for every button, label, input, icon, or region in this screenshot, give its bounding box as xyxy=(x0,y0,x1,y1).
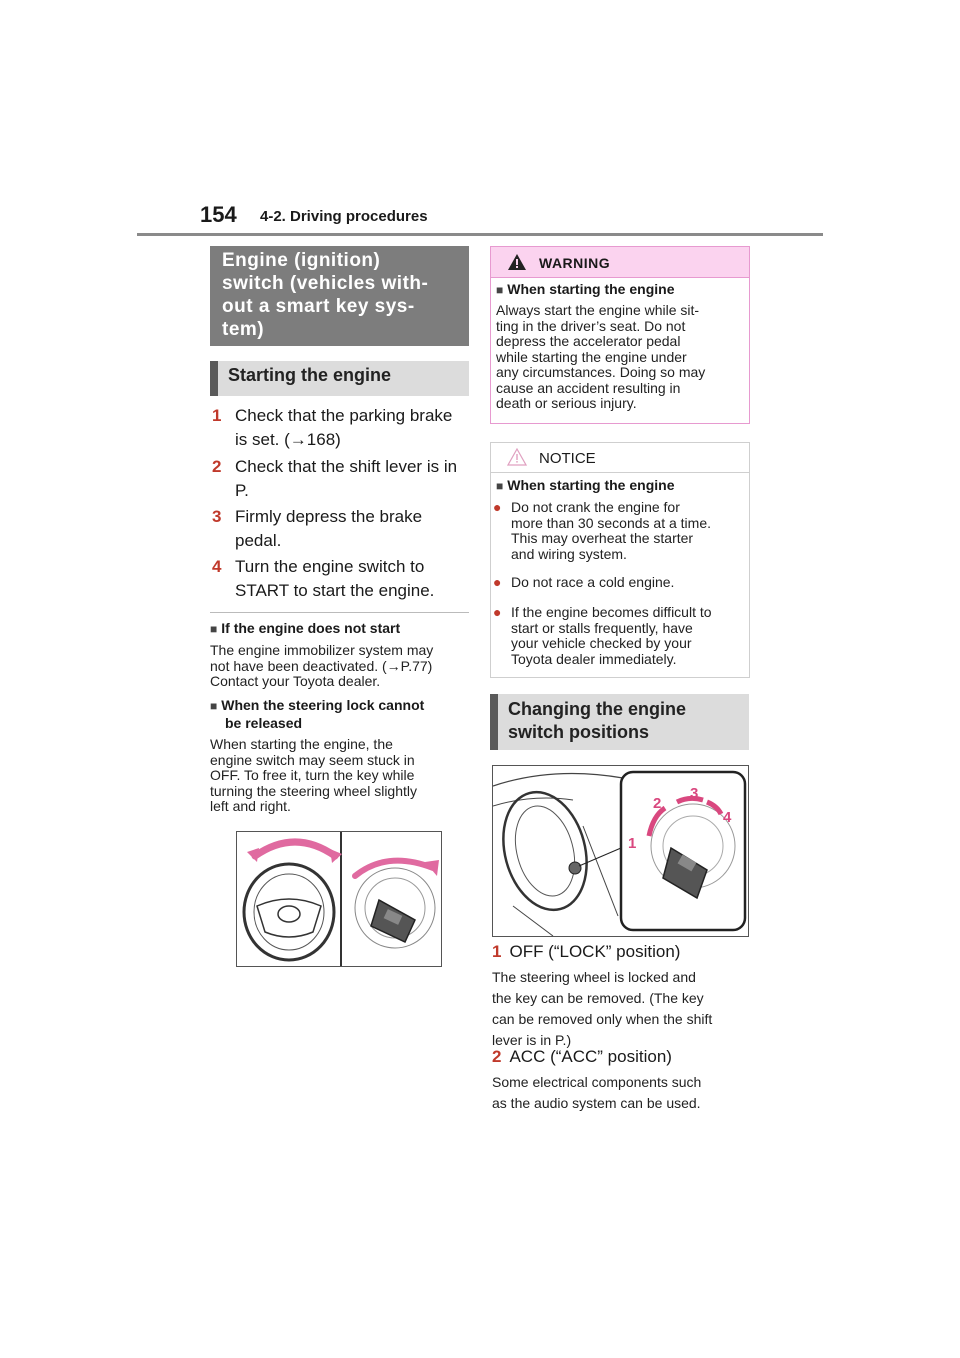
step-1 xyxy=(212,404,470,454)
page-number: 154 xyxy=(200,202,237,227)
title-line: out a smart key sys- xyxy=(222,296,415,317)
warning-heading: ■ When starting the engine xyxy=(496,281,675,297)
square-bullet-icon: ■ xyxy=(210,622,218,636)
note-heading: ■ If the engine does not start xyxy=(210,620,401,636)
position-label-4: 4 xyxy=(723,809,732,826)
warning-triangle-icon xyxy=(507,253,527,271)
position-off xyxy=(492,942,680,962)
position-label-2: 2 xyxy=(653,795,662,812)
bullet-dot-icon: ● xyxy=(493,499,502,515)
bullet-dot-icon: ● xyxy=(493,604,502,620)
title-line: tem) xyxy=(222,319,265,340)
notice-bullet: ● If the engine becomes difficult to start or stalls frequently, have your vehicle checked by your Toyota dealer immediately. xyxy=(493,604,712,667)
warning-label: WARNING xyxy=(539,255,611,271)
position-label-3: 3 xyxy=(690,785,699,802)
square-bullet-icon: ■ xyxy=(496,479,504,493)
step-text: Firmly depress the brake xyxy=(235,507,423,526)
step-4 xyxy=(212,555,470,605)
note-heading: ■ When the steering lock cannot xyxy=(210,697,425,713)
steering-key-svg xyxy=(237,832,441,966)
note-body: The engine immobilizer system may not have been deactivated. (→P.77) Contact your Toyota dealer. xyxy=(210,642,434,689)
position-label: ACC (“ACC” position) xyxy=(509,1047,672,1066)
header-rule xyxy=(137,233,823,236)
notice-box xyxy=(490,442,750,678)
position-off-description: The steering wheel is locked and the key can be removed. (The key can be removed only when the shift lever is in P.) xyxy=(492,969,713,1048)
warning-header xyxy=(491,247,749,278)
steering-wheel-illustration xyxy=(236,831,442,967)
note-body: When starting the engine, the engine switch may seem stuck in OFF. To free it, turn the key while turning the steering wheel slightly left and right. xyxy=(210,736,418,814)
notice-label: NOTICE xyxy=(539,450,596,467)
step-2 xyxy=(212,455,470,505)
starting-engine-heading: Starting the engine xyxy=(210,361,469,396)
title-line: switch (vehicles with- xyxy=(222,273,429,294)
position-acc xyxy=(492,1047,672,1067)
ignition-positions-illustration xyxy=(492,765,749,937)
square-bullet-icon: ■ xyxy=(210,699,218,713)
warning-box xyxy=(490,246,750,424)
step-number: 4 xyxy=(212,557,222,576)
step-text: pedal. xyxy=(235,531,282,550)
square-bullet-icon: ■ xyxy=(496,283,504,297)
step-text: P. xyxy=(235,481,249,500)
position-acc-description: Some electrical components such as the audio system can be used. xyxy=(492,1074,702,1111)
engine-switch-title xyxy=(210,246,469,346)
changing-positions-heading: Changing the engine switch positions xyxy=(490,694,749,750)
position-number: 2 xyxy=(492,1047,502,1066)
step-text: Check that the shift lever is in xyxy=(235,457,458,476)
notice-bullet: ● Do not race a cold engine. xyxy=(493,574,675,590)
notice-heading: ■ When starting the engine xyxy=(496,477,675,493)
step-text: Check that the parking brake xyxy=(235,406,453,425)
step-text: is set. (→168) xyxy=(235,430,341,449)
step-3 xyxy=(212,505,470,555)
position-number: 1 xyxy=(492,942,502,961)
notice-header xyxy=(491,443,749,473)
step-number: 3 xyxy=(212,507,222,526)
caution-triangle-icon xyxy=(507,448,527,466)
step-number: 2 xyxy=(212,457,222,476)
notice-bullet: ● Do not crank the engine for more than 30 seconds at a time. This may overheat the starter and wiring system. xyxy=(493,499,711,562)
ignition-svg xyxy=(493,766,748,936)
title-line: Engine (ignition) xyxy=(222,250,381,271)
step-number: 1 xyxy=(212,406,222,425)
step-text: START to start the engine. xyxy=(235,581,435,600)
position-label-1: 1 xyxy=(628,835,637,852)
warning-body: Always start the engine while sit- ting in the driver’s seat. Do not depress the accelerator pedal while starting the engine under any circumstances. Doing so may cause an accident resulting in death or serious injury. xyxy=(496,302,706,411)
divider xyxy=(210,612,469,613)
position-label: OFF (“LOCK” position) xyxy=(509,942,681,961)
step-text: Turn the engine switch to xyxy=(235,557,425,576)
bullet-dot-icon: ● xyxy=(493,574,502,590)
section-title: 4-2. Driving procedures xyxy=(260,208,428,225)
note-engine-not-start xyxy=(210,620,472,690)
note-heading: be released xyxy=(225,715,303,731)
note-steering-lock xyxy=(210,697,472,815)
